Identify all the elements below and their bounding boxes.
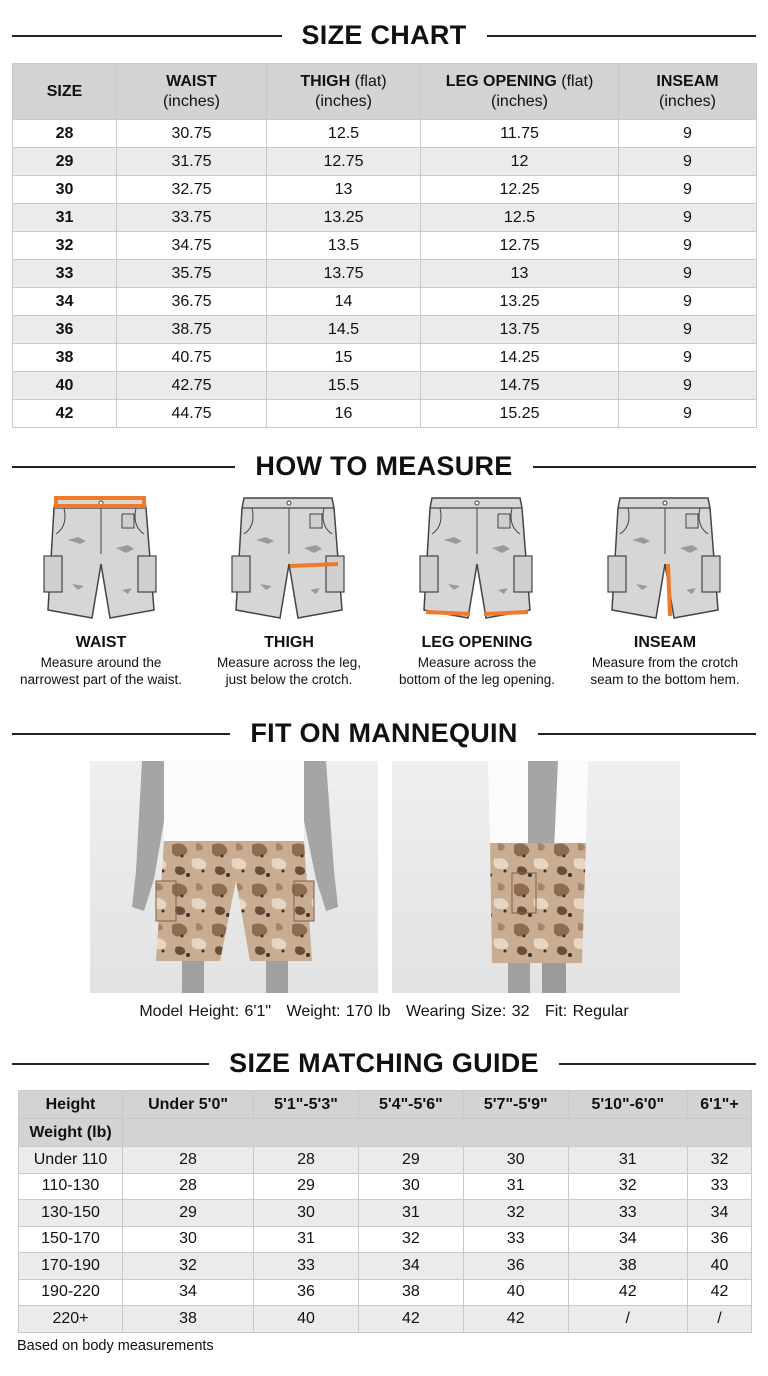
size-match-cell: 33 xyxy=(463,1226,568,1253)
size-match-cell: 34 xyxy=(568,1226,687,1253)
leg-opening-cell: 13.25 xyxy=(421,288,619,316)
footnote: Based on body measurements xyxy=(17,1338,214,1354)
thigh-cell: 13.25 xyxy=(267,204,421,232)
size-match-cell: 42 xyxy=(463,1306,568,1333)
matching-heading xyxy=(0,1048,768,1079)
size-chart-row xyxy=(13,372,757,400)
thigh-cell: 12.5 xyxy=(267,120,421,148)
inseam-cell: 9 xyxy=(619,400,757,428)
matching-row xyxy=(19,1253,752,1280)
col-thigh: THIGH (flat) (inches) xyxy=(267,64,421,120)
size-chart-table xyxy=(12,63,757,428)
size-match-cell: 34 xyxy=(687,1200,751,1227)
inseam-cell: 9 xyxy=(619,176,757,204)
size-match-cell: 29 xyxy=(123,1200,254,1227)
size-match-cell: 38 xyxy=(358,1279,463,1306)
weight-cell: 220+ xyxy=(19,1306,123,1333)
size-match-cell: 32 xyxy=(568,1173,687,1200)
thigh-cell: 15 xyxy=(267,344,421,372)
size-match-cell: 38 xyxy=(568,1253,687,1280)
leg-opening-cell: 12.25 xyxy=(421,176,619,204)
measure-item-leg-opening xyxy=(382,494,572,688)
size-match-cell: 29 xyxy=(358,1147,463,1174)
size-match-cell: 30 xyxy=(254,1200,359,1227)
thigh-cell: 16 xyxy=(267,400,421,428)
size-match-cell: 36 xyxy=(463,1253,568,1280)
mannequin-side-photo xyxy=(392,761,680,993)
measure-name: LEG OPENING xyxy=(421,634,533,651)
mannequin-front-photo xyxy=(90,761,378,993)
thigh-cell: 15.5 xyxy=(267,372,421,400)
inseam-cell: 9 xyxy=(619,204,757,232)
matching-row xyxy=(19,1200,752,1227)
height-col-header: 5'1"-5'3" xyxy=(254,1091,359,1119)
size-match-cell: 42 xyxy=(687,1279,751,1306)
weight-cell: Under 110 xyxy=(19,1147,123,1174)
height-col-header: 5'7"-5'9" xyxy=(463,1091,568,1119)
leg-opening-cell: 13.75 xyxy=(421,316,619,344)
size-match-cell: 28 xyxy=(254,1147,359,1174)
size-chart-row xyxy=(13,232,757,260)
weight-label: Weight (lb) xyxy=(19,1119,123,1147)
size-chart-row xyxy=(13,260,757,288)
size-match-cell: 34 xyxy=(358,1253,463,1280)
size-cell: 38 xyxy=(13,344,117,372)
inseam-cell: 9 xyxy=(619,372,757,400)
size-cell: 28 xyxy=(13,120,117,148)
thigh-cell: 12.75 xyxy=(267,148,421,176)
matching-row xyxy=(19,1173,752,1200)
size-match-cell: 31 xyxy=(358,1200,463,1227)
size-match-cell: 36 xyxy=(687,1226,751,1253)
size-chart-row xyxy=(13,288,757,316)
measure-description xyxy=(6,654,196,688)
size-match-cell: 31 xyxy=(254,1226,359,1253)
matching-row xyxy=(19,1226,752,1253)
size-match-cell: 32 xyxy=(687,1147,751,1174)
col-inseam: INSEAM (inches) xyxy=(619,64,757,120)
size-chart-row xyxy=(13,176,757,204)
size-match-cell: 34 xyxy=(123,1279,254,1306)
size-match-cell: 40 xyxy=(254,1306,359,1333)
size-match-cell: 33 xyxy=(254,1253,359,1280)
size-match-cell: 28 xyxy=(123,1147,254,1174)
shorts-diagram-icon xyxy=(382,494,572,622)
size-chart-heading xyxy=(0,20,768,51)
leg-opening-cell: 13 xyxy=(421,260,619,288)
size-match-cell: 29 xyxy=(254,1173,359,1200)
leg-opening-cell: 15.25 xyxy=(421,400,619,428)
thigh-cell: 14 xyxy=(267,288,421,316)
inseam-cell: 9 xyxy=(619,232,757,260)
leg-opening-cell: 14.25 xyxy=(421,344,619,372)
measure-item-inseam xyxy=(570,494,760,688)
model-info xyxy=(0,1003,768,1021)
size-match-cell: 40 xyxy=(463,1279,568,1306)
shorts-diagram-icon xyxy=(570,494,760,622)
size-match-cell: 32 xyxy=(358,1226,463,1253)
weight-cell: 130-150 xyxy=(19,1200,123,1227)
shorts-diagram-icon xyxy=(194,494,384,622)
waist-cell: 38.75 xyxy=(117,316,267,344)
matching-row xyxy=(19,1147,752,1174)
model-weight: Weight: 170 lb xyxy=(286,1003,391,1020)
fit-title: FIT ON MANNEQUIN xyxy=(250,718,518,748)
size-cell: 33 xyxy=(13,260,117,288)
measure-name: WAIST xyxy=(75,634,127,651)
size-match-cell: 32 xyxy=(463,1200,568,1227)
inseam-cell: 9 xyxy=(619,316,757,344)
size-match-cell: 30 xyxy=(463,1147,568,1174)
size-cell: 40 xyxy=(13,372,117,400)
waist-cell: 35.75 xyxy=(117,260,267,288)
size-match-cell: 30 xyxy=(358,1173,463,1200)
size-match-cell: 33 xyxy=(687,1173,751,1200)
size-chart-title: SIZE CHART xyxy=(301,20,467,50)
model-height: Model Height: 6'1" xyxy=(139,1003,272,1020)
how-to-measure-title: HOW TO MEASURE xyxy=(255,451,513,481)
size-cell: 32 xyxy=(13,232,117,260)
size-match-cell: 31 xyxy=(463,1173,568,1200)
fit-heading xyxy=(0,718,768,749)
size-cell: 29 xyxy=(13,148,117,176)
size-match-cell: 30 xyxy=(123,1226,254,1253)
size-chart-row xyxy=(13,400,757,428)
size-chart-header-row xyxy=(13,64,757,120)
inseam-cell: 9 xyxy=(619,288,757,316)
measure-desc-line1: Measure from the crotch xyxy=(591,655,739,670)
size-match-cell: / xyxy=(568,1306,687,1333)
waist-cell: 36.75 xyxy=(117,288,267,316)
height-col-header: 5'10"-6'0" xyxy=(568,1091,687,1119)
thigh-cell: 13.5 xyxy=(267,232,421,260)
waist-cell: 42.75 xyxy=(117,372,267,400)
size-match-cell: 32 xyxy=(123,1253,254,1280)
measure-description xyxy=(194,654,384,688)
inseam-cell: 9 xyxy=(619,120,757,148)
size-chart-row xyxy=(13,344,757,372)
waist-cell: 44.75 xyxy=(117,400,267,428)
waist-cell: 30.75 xyxy=(117,120,267,148)
inseam-cell: 9 xyxy=(619,148,757,176)
size-cell: 30 xyxy=(13,176,117,204)
size-cell: 42 xyxy=(13,400,117,428)
measure-desc-line1: Measure across the leg, xyxy=(216,655,362,670)
weight-cell: 170-190 xyxy=(19,1253,123,1280)
how-to-measure-heading xyxy=(0,451,768,482)
height-label: Height xyxy=(19,1091,123,1119)
measure-desc-line1: Measure across the xyxy=(417,655,537,670)
waist-cell: 40.75 xyxy=(117,344,267,372)
height-header-row xyxy=(19,1091,752,1119)
matching-row xyxy=(19,1306,752,1333)
leg-opening-cell: 12 xyxy=(421,148,619,176)
matching-title: SIZE MATCHING GUIDE xyxy=(229,1048,539,1078)
weight-header-row xyxy=(19,1119,752,1147)
leg-opening-cell: 14.75 xyxy=(421,372,619,400)
size-match-cell: 42 xyxy=(568,1279,687,1306)
waist-cell: 34.75 xyxy=(117,232,267,260)
height-col-header: Under 5'0" xyxy=(123,1091,254,1119)
height-col-header: 5'4"-5'6" xyxy=(358,1091,463,1119)
waist-cell: 31.75 xyxy=(117,148,267,176)
measure-description xyxy=(382,654,572,688)
size-cell: 36 xyxy=(13,316,117,344)
wearing-size: Wearing Size: 32 xyxy=(405,1003,530,1020)
col-waist: WAIST (inches) xyxy=(117,64,267,120)
waist-cell: 32.75 xyxy=(117,176,267,204)
thigh-cell: 13.75 xyxy=(267,260,421,288)
measure-name: INSEAM xyxy=(633,634,697,651)
measure-item-waist xyxy=(6,494,196,688)
size-cell: 31 xyxy=(13,204,117,232)
waist-cell: 33.75 xyxy=(117,204,267,232)
size-chart-row xyxy=(13,120,757,148)
size-match-cell: 31 xyxy=(568,1147,687,1174)
measure-item-thigh xyxy=(194,494,384,688)
size-match-cell: / xyxy=(687,1306,751,1333)
leg-opening-cell: 12.75 xyxy=(421,232,619,260)
measure-desc-line1: Measure around the xyxy=(40,655,162,670)
measure-desc-line2: just below the crotch. xyxy=(225,672,353,687)
shorts-diagram-icon xyxy=(6,494,196,622)
inseam-cell: 9 xyxy=(619,344,757,372)
matching-row xyxy=(19,1279,752,1306)
size-match-cell: 42 xyxy=(358,1306,463,1333)
measure-description xyxy=(570,654,760,688)
measure-desc-line2: bottom of the leg opening. xyxy=(398,672,556,687)
size-match-cell: 28 xyxy=(123,1173,254,1200)
thigh-cell: 13 xyxy=(267,176,421,204)
size-match-cell: 36 xyxy=(254,1279,359,1306)
size-chart-row xyxy=(13,148,757,176)
col-leg-opening: LEG OPENING (flat) (inches) xyxy=(421,64,619,120)
size-match-cell: 33 xyxy=(568,1200,687,1227)
height-col-header: 6'1"+ xyxy=(687,1091,751,1119)
weight-header-blank xyxy=(123,1119,752,1147)
size-chart-row xyxy=(13,316,757,344)
thigh-cell: 14.5 xyxy=(267,316,421,344)
measure-desc-line2: seam to the bottom hem. xyxy=(590,672,740,687)
size-match-cell: 38 xyxy=(123,1306,254,1333)
inseam-cell: 9 xyxy=(619,260,757,288)
fit-type: Fit: Regular xyxy=(544,1003,629,1020)
size-match-cell: 40 xyxy=(687,1253,751,1280)
size-chart-row xyxy=(13,204,757,232)
weight-cell: 110-130 xyxy=(19,1173,123,1200)
col-size: SIZE xyxy=(13,64,117,120)
size-matching-table xyxy=(18,1090,752,1333)
leg-opening-cell: 12.5 xyxy=(421,204,619,232)
leg-opening-cell: 11.75 xyxy=(421,120,619,148)
size-cell: 34 xyxy=(13,288,117,316)
weight-cell: 190-220 xyxy=(19,1279,123,1306)
measure-name: THIGH xyxy=(264,634,314,651)
measure-desc-line2: narrowest part of the waist. xyxy=(19,672,183,687)
weight-cell: 150-170 xyxy=(19,1226,123,1253)
